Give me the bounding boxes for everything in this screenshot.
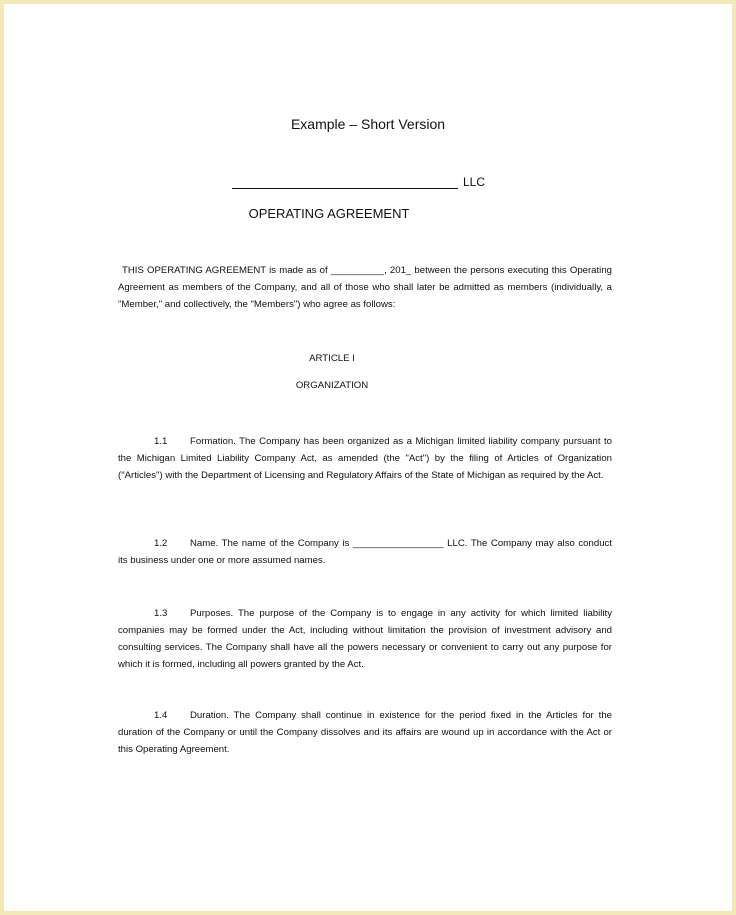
section-number: 1.1	[154, 436, 168, 447]
section-1-1	[118, 433, 612, 484]
section-text: Formation. The Company has been organized as a Michigan limited liability company pursuant to the Michigan Limited Liability Company Act, as amended (the "Act") by the filing of Articles of Organization ("Articles") with the Department of Licensing and Regulatory Affairs of the State of Michigan as required by the Act.	[118, 436, 612, 481]
intro-paragraph: THIS OPERATING AGREEMENT is made as of __________, 201_ between the persons executing this Operating Agreement as members of the Company, and all of those who shall later be admitted as members (individually, a "Member," and collectively, the "Members") who agree as follows:	[118, 265, 612, 310]
section-text: Duration. The Company shall continue in existence for the period fixed in the Articles for the duration of the Company or until the Company dissolves and its affairs are wound up in accordance with the Act or this Operating Agreement.	[118, 710, 612, 755]
llc-suffix: LLC	[463, 175, 486, 189]
section-1-3	[118, 605, 612, 673]
section-text: Purposes. The purpose of the Company is to engage in any activity for which limited liability companies may be formed under the Act, including without limitation the provision of investment advisory and consulting services. The Company shall have all the powers necessary or convenient to carry out any purpose for which it is formed, including all powers granted by the Act.	[118, 608, 612, 670]
company-name-blank	[232, 174, 458, 189]
document-title: OPERATING AGREEMENT	[248, 206, 410, 221]
section-number: 1.4	[154, 710, 168, 721]
article-heading: ARTICLE I	[309, 353, 355, 364]
document-subtitle: Example – Short Version	[290, 116, 446, 132]
section-number: 1.3	[154, 608, 168, 619]
document-page	[4, 4, 732, 911]
article-title: ORGANIZATION	[295, 380, 369, 391]
section-text: Name. The name of the Company is _________________ LLC. The Company may also conduct its business under one or more assumed names.	[118, 538, 612, 566]
company-name-line	[232, 174, 485, 189]
section-number: 1.2	[154, 538, 168, 549]
section-1-4	[118, 707, 612, 758]
section-1-2	[118, 535, 612, 569]
